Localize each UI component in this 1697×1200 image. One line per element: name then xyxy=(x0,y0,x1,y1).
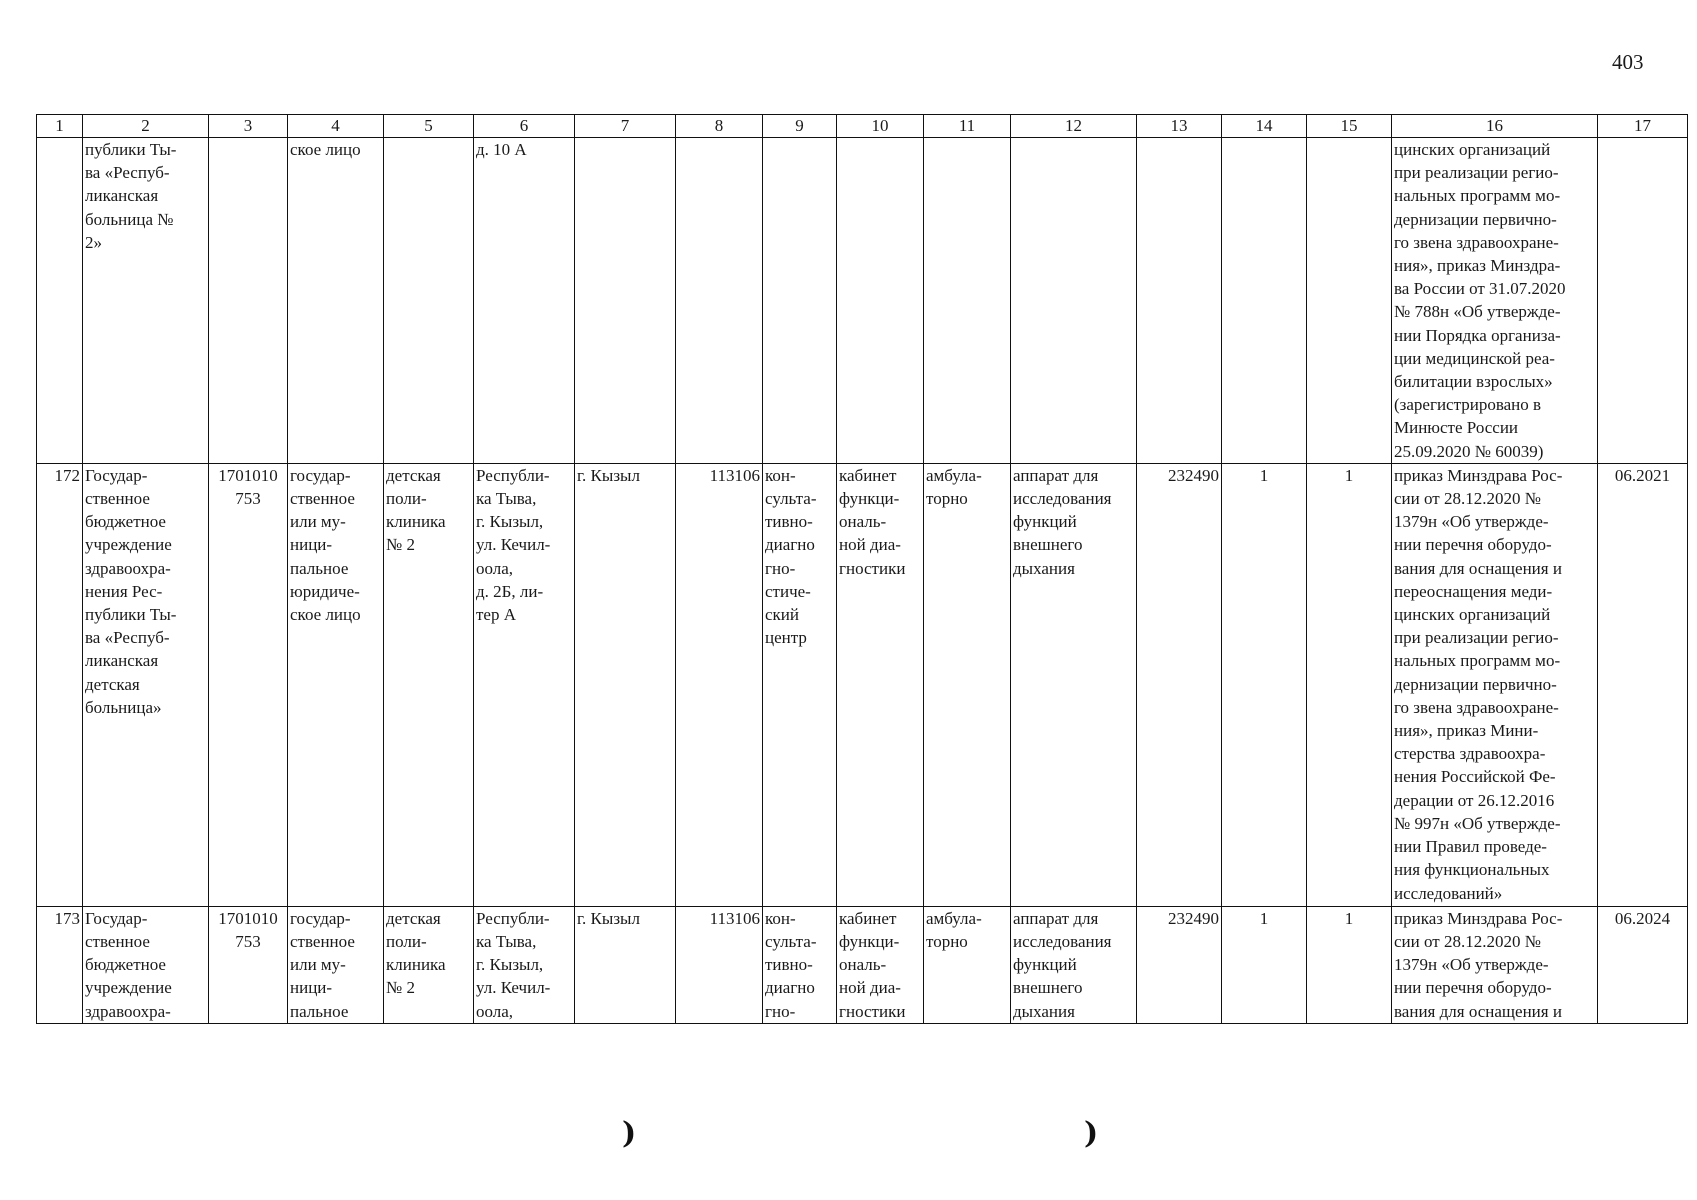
table-cell-col-12 xyxy=(1011,138,1137,464)
column-header-15: 15 xyxy=(1307,115,1392,138)
table-cell-col-2: Государ- ственное бюджетное учреждение здравоохра- xyxy=(83,906,209,1023)
table-cell-col-17: 06.2021 xyxy=(1598,463,1688,906)
table-cell-col-8: 113106 xyxy=(676,906,763,1023)
table-cell-col-3 xyxy=(209,138,288,464)
table-cell-col-12: аппарат для исследования функций внешнего дыхания xyxy=(1011,906,1137,1023)
margin-mark: ) xyxy=(622,1116,637,1151)
table-row xyxy=(37,463,1688,906)
column-header-2: 2 xyxy=(83,115,209,138)
table-cell-col-17: 06.2024 xyxy=(1598,906,1688,1023)
column-header-4: 4 xyxy=(288,115,384,138)
column-header-11: 11 xyxy=(924,115,1011,138)
column-header-8: 8 xyxy=(676,115,763,138)
table-cell-col-16: приказ Минздрава Рос- сии от 28.12.2020 № 1379н «Об утвержде- нии перечня оборудо- вания для оснащения и переоснащения меди- цинских организаций при реализации регио- нальных программ мо- дернизации первично- го звена здравоохране- ния», приказ Мини- стерства здравоохра- нения Российской Фе- дерации от 26.12.2016 № 997н «Об утвержде- нии Правил проведе- ния функциональных исследований» xyxy=(1392,463,1598,906)
table-cell-col-13 xyxy=(1137,138,1222,464)
table-cell-col-4: государ- ственное или му- ници- пальное xyxy=(288,906,384,1023)
table-cell-col-9: кон- сульта- тивно- диагно гно- стиче- ский центр xyxy=(763,463,837,906)
table-cell-col-8: 113106 xyxy=(676,463,763,906)
table-cell-col-14: 1 xyxy=(1222,906,1307,1023)
table-cell-col-13: 232490 xyxy=(1137,906,1222,1023)
table-cell-col-8 xyxy=(676,138,763,464)
table-cell-col-1 xyxy=(37,138,83,464)
table-cell-col-14: 1 xyxy=(1222,463,1307,906)
table-cell-col-14 xyxy=(1222,138,1307,464)
table-cell-col-7: г. Кызыл xyxy=(575,906,676,1023)
table-cell-col-11: амбула- торно xyxy=(924,463,1011,906)
table-row xyxy=(37,906,1688,1023)
table-cell-col-11: амбула- торно xyxy=(924,906,1011,1023)
table-cell-col-16: цинских организаций при реализации регио- нальных программ мо- дернизации первично- го звена здравоохране- ния», приказ Минздра- ва России от 31.07.2020 № 788н «Об утвержде- нии Порядка организа- ции медицинской реа- билитации взрослых» (зарегистрировано в Минюсте России 25.09.2020 № 60039) xyxy=(1392,138,1598,464)
column-header-12: 12 xyxy=(1011,115,1137,138)
table-cell-col-17 xyxy=(1598,138,1688,464)
table-cell-col-5: детская поли- клиника № 2 xyxy=(384,906,474,1023)
table-cell-col-2: Государ- ственное бюджетное учреждение здравоохра- нения Рес- публики Ты- ва «Респуб- ликанская детская больница» xyxy=(83,463,209,906)
table-cell-col-9: кон- сульта- тивно- диагно гно- xyxy=(763,906,837,1023)
column-header-10: 10 xyxy=(837,115,924,138)
table-cell-col-5: детская поли- клиника № 2 xyxy=(384,463,474,906)
table-cell-col-4: государ- ственное или му- ници- пальное юридиче- ское лицо xyxy=(288,463,384,906)
table-cell-col-2: публики Ты- ва «Респуб- ликанская больница № 2» xyxy=(83,138,209,464)
table-cell-col-1: 173 xyxy=(37,906,83,1023)
table-cell-col-6: Республи- ка Тыва, г. Кызыл, ул. Кечил- оола, xyxy=(474,906,575,1023)
table-cell-col-6: Республи- ка Тыва, г. Кызыл, ул. Кечил- оола, д. 2Б, ли- тер А xyxy=(474,463,575,906)
column-header-6: 6 xyxy=(474,115,575,138)
column-header-3: 3 xyxy=(209,115,288,138)
table-cell-col-7: г. Кызыл xyxy=(575,463,676,906)
column-header-5: 5 xyxy=(384,115,474,138)
table-cell-col-10: кабинет функци- ональ- ной диа- гностики xyxy=(837,463,924,906)
table-cell-col-12: аппарат для исследования функций внешнего дыхания xyxy=(1011,463,1137,906)
column-header-16: 16 xyxy=(1392,115,1598,138)
table-cell-col-3: 1701010 753 xyxy=(209,463,288,906)
table-cell-col-15 xyxy=(1307,138,1392,464)
table-cell-col-10 xyxy=(837,138,924,464)
table-cell-col-1: 172 xyxy=(37,463,83,906)
column-header-7: 7 xyxy=(575,115,676,138)
column-header-1: 1 xyxy=(37,115,83,138)
table-cell-col-9 xyxy=(763,138,837,464)
table-cell-col-4: ское лицо xyxy=(288,138,384,464)
column-header-14: 14 xyxy=(1222,115,1307,138)
table-cell-col-15: 1 xyxy=(1307,906,1392,1023)
table-cell-col-3: 1701010 753 xyxy=(209,906,288,1023)
page-number: 403 xyxy=(1612,50,1644,74)
table-cell-col-16: приказ Минздрава Рос- сии от 28.12.2020 № 1379н «Об утвержде- нии перечня оборудо- вания для оснащения и xyxy=(1392,906,1598,1023)
header-row xyxy=(37,115,1688,138)
column-header-17: 17 xyxy=(1598,115,1688,138)
table-cell-col-5 xyxy=(384,138,474,464)
table-cell-col-10: кабинет функци- ональ- ной диа- гностики xyxy=(837,906,924,1023)
table-cell-col-7 xyxy=(575,138,676,464)
table-cell-col-6: д. 10 А xyxy=(474,138,575,464)
table-cell-col-15: 1 xyxy=(1307,463,1392,906)
margin-mark: ) xyxy=(1084,1116,1099,1151)
table-cell-col-13: 232490 xyxy=(1137,463,1222,906)
column-header-13: 13 xyxy=(1137,115,1222,138)
table-row xyxy=(37,138,1688,464)
equipment-registry-table xyxy=(36,114,1688,1024)
table-cell-col-11 xyxy=(924,138,1011,464)
column-header-9: 9 xyxy=(763,115,837,138)
